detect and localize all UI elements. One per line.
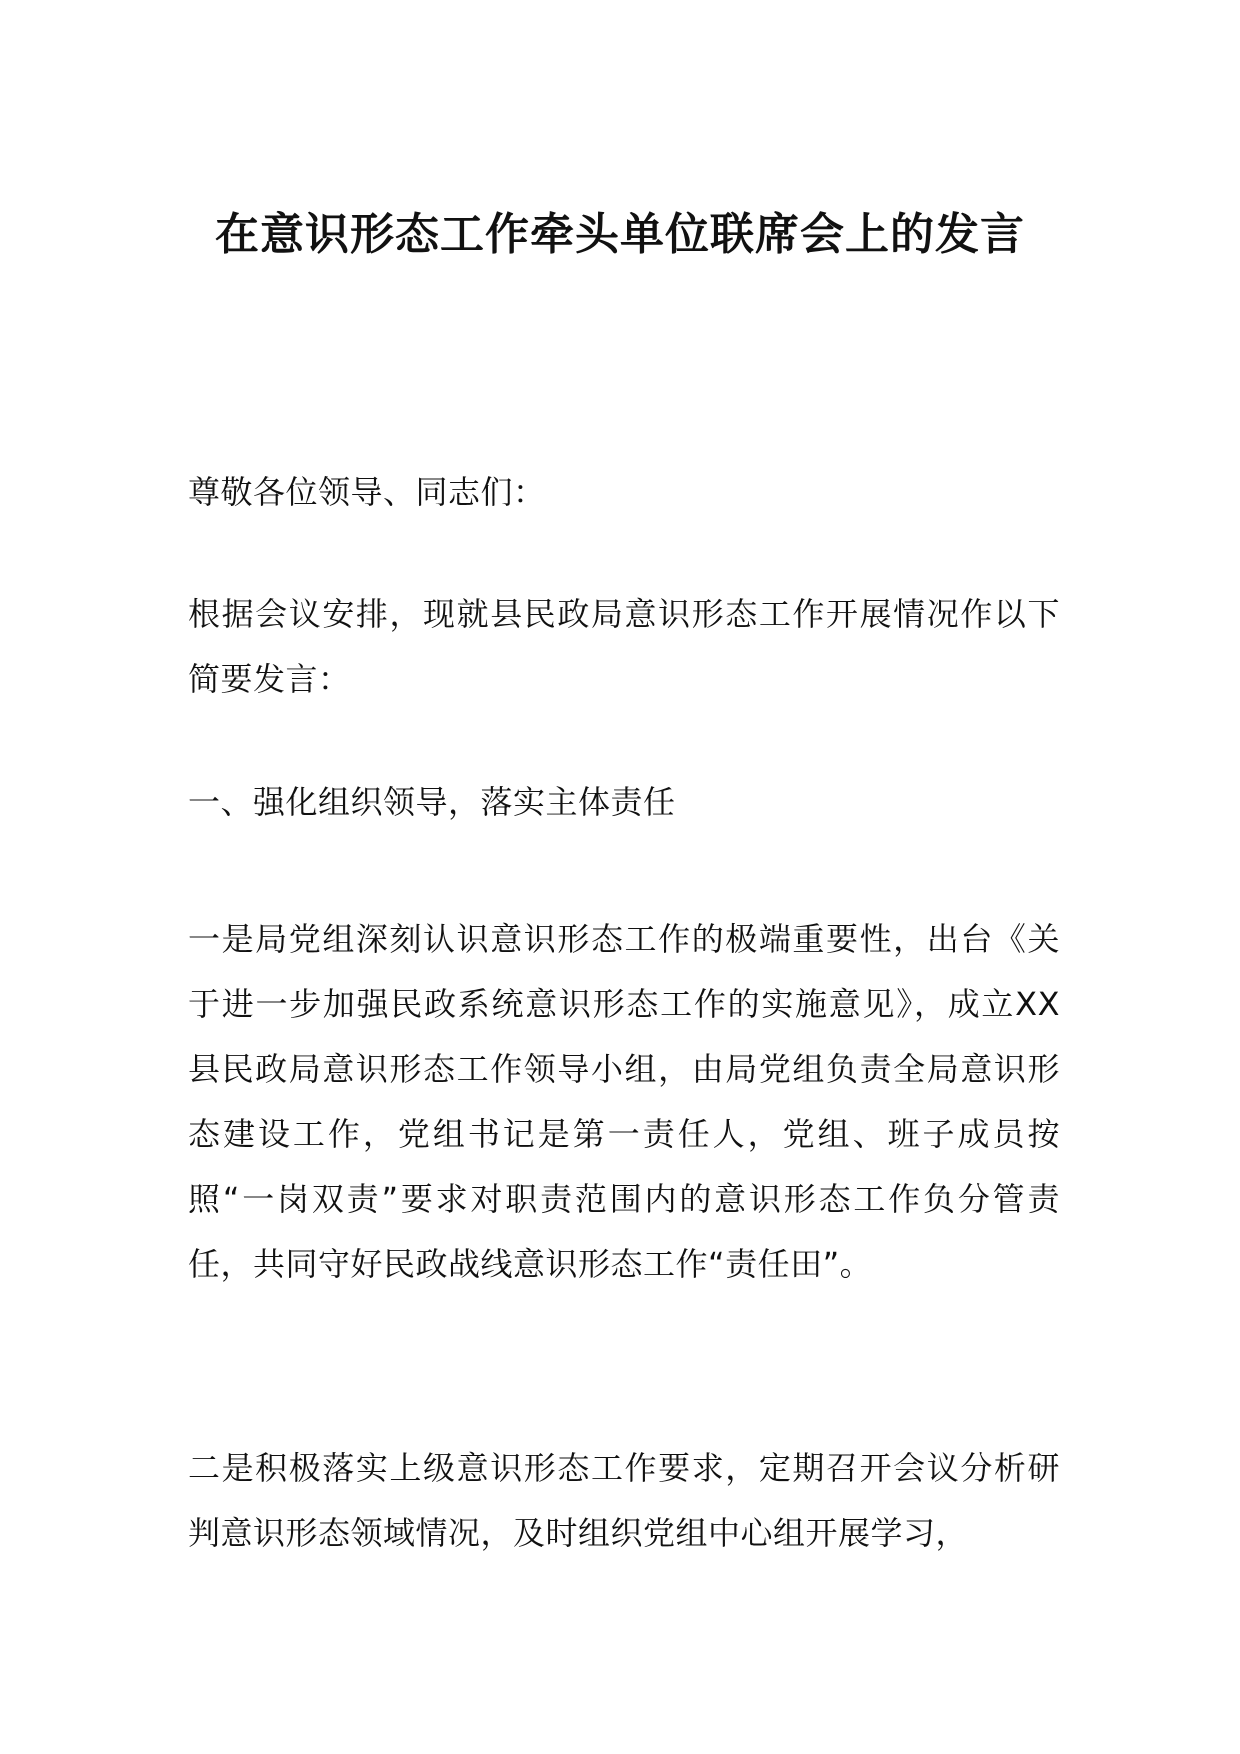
greeting: 尊敬各位领导、同志们： xyxy=(188,473,546,511)
paragraph-2: 二是积极落实上级意识形态工作要求，定期召开会议分析研判意识形态领域情况，及时组织党组中心组开展学习， xyxy=(188,1449,1060,1552)
section-heading-1: 一、强化组织领导，落实主体责任 xyxy=(188,783,676,821)
document-title: 在意识形态工作牵头单位联席会上的发言 xyxy=(215,209,1025,260)
intro-paragraph: 根据会议安排，现就县民政局意识形态工作开展情况作以下简要发言： xyxy=(188,595,1060,698)
paragraph-1: 一是局党组深刻认识意识形态工作的极端重要性，出台《关于进一步加强民政系统意识形态工作的实施意见》，成立XX县民政局意识形态工作领导小组，由局党组负责全局意识形态建设工作，党组书记是第一责任人，党组、班子成员按照“一岗双责”要求对职责范围内的意识形态工作负分管责任，共同守好民政战线意识形态工作“责任田”。 xyxy=(188,920,1060,1283)
